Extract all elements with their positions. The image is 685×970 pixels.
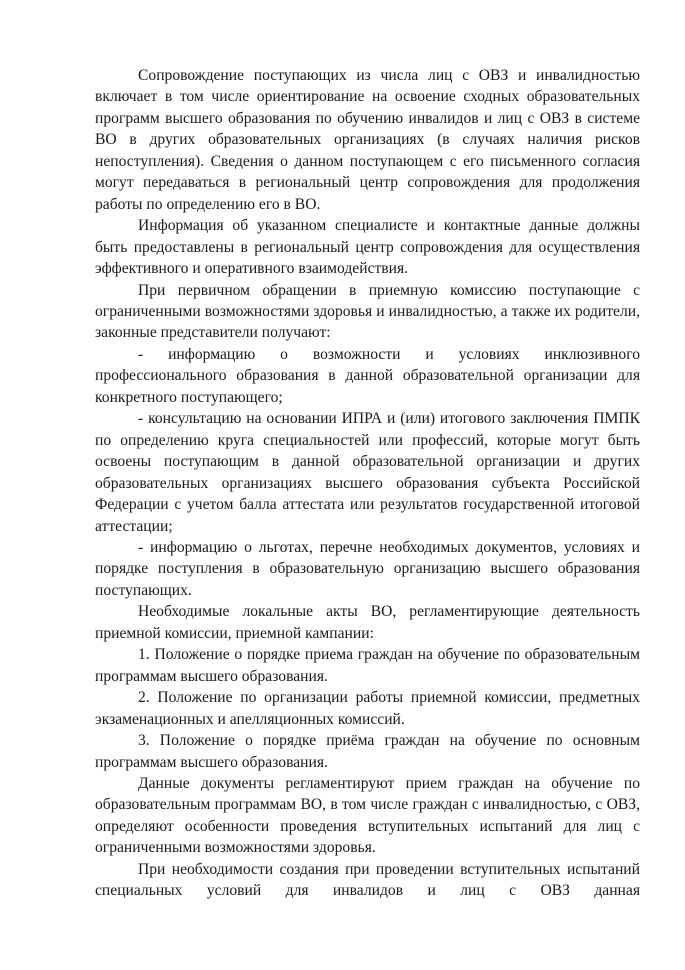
paragraph-specialist-info: Информация об указанном специалисте и контактные данные должны быть предоставлены в региональный центр сопровождения для осуществления эффективного и оперативного взаимодействия. xyxy=(95,217,640,278)
paragraph-support-applicants: Сопровождение поступающих из числа лиц с ОВЗ и инвалидностью включает в том числе ориентирование на освоение сходных образовательных программ высшего образования по обучению инвалидов и лиц с ОВЗ в системе ВО в других образовательных организациях (в случаях наличия рисков непоступления). Сведения о данном поступающем с его письменного согласия могут передаваться в региональный центр сопровождения для продолжения работы по определению его в ВО. xyxy=(95,67,640,213)
paragraph-special-conditions: При необходимости создания при проведении вступительных испытаний специальных условий для инвалидов и лиц с ОВЗ данная xyxy=(95,860,640,900)
list-item-inclusive-info: - информацию о возможности и условиях инклюзивного профессионального образования в данной образовательной организации для конкретного поступающего; xyxy=(95,345,640,406)
list-item-consultation: - консультацию на основании ИПРА и (или) итогового заключения ПМПК по определению круга специальностей или профессий, которые могут быть освоены поступающим в данной образовательной организации и других образовательных организациях высшего образования субъекта Российской Федерации с учетом балла аттестата или результатов государственной итоговой аттестации; xyxy=(95,410,640,535)
list-item-benefits-info: - информацию о льготах, перечне необходимых документов, условиях и порядке поступления в образовательную организацию высшего образования поступающих. xyxy=(95,538,640,599)
list-item-regulation-1: 1. Положение о порядке приема граждан на обучение по образовательным программам высшего образования. xyxy=(95,646,640,685)
paragraph-documents-regulate: Данные документы регламентируют прием граждан на обучение по образовательным программам ВО, в том числе граждан с инвалидностью, с ОВЗ, определяют особенности проведения вступительных испытаний для лиц с ограниченными возможностями здоровья. xyxy=(95,774,640,857)
list-item-regulation-3: 3. Положение о порядке приёма граждан на обучение по основным программам высшего образования. xyxy=(95,732,640,771)
document-page xyxy=(95,65,640,902)
paragraph-local-acts: Необходимые локальные акты ВО, регламентирующие деятельность приемной комиссии, приемной кампании: xyxy=(95,603,640,642)
list-item-regulation-2: 2. Положение по организации работы приемной комиссии, предметных экзаменационных и апелляционных комиссий. xyxy=(95,689,640,728)
paragraph-first-contact: При первичном обращении в приемную комиссию поступающие с ограниченными возможностями здоровья и инвалидностью, а также их родители, законные представители получают: xyxy=(95,281,640,342)
